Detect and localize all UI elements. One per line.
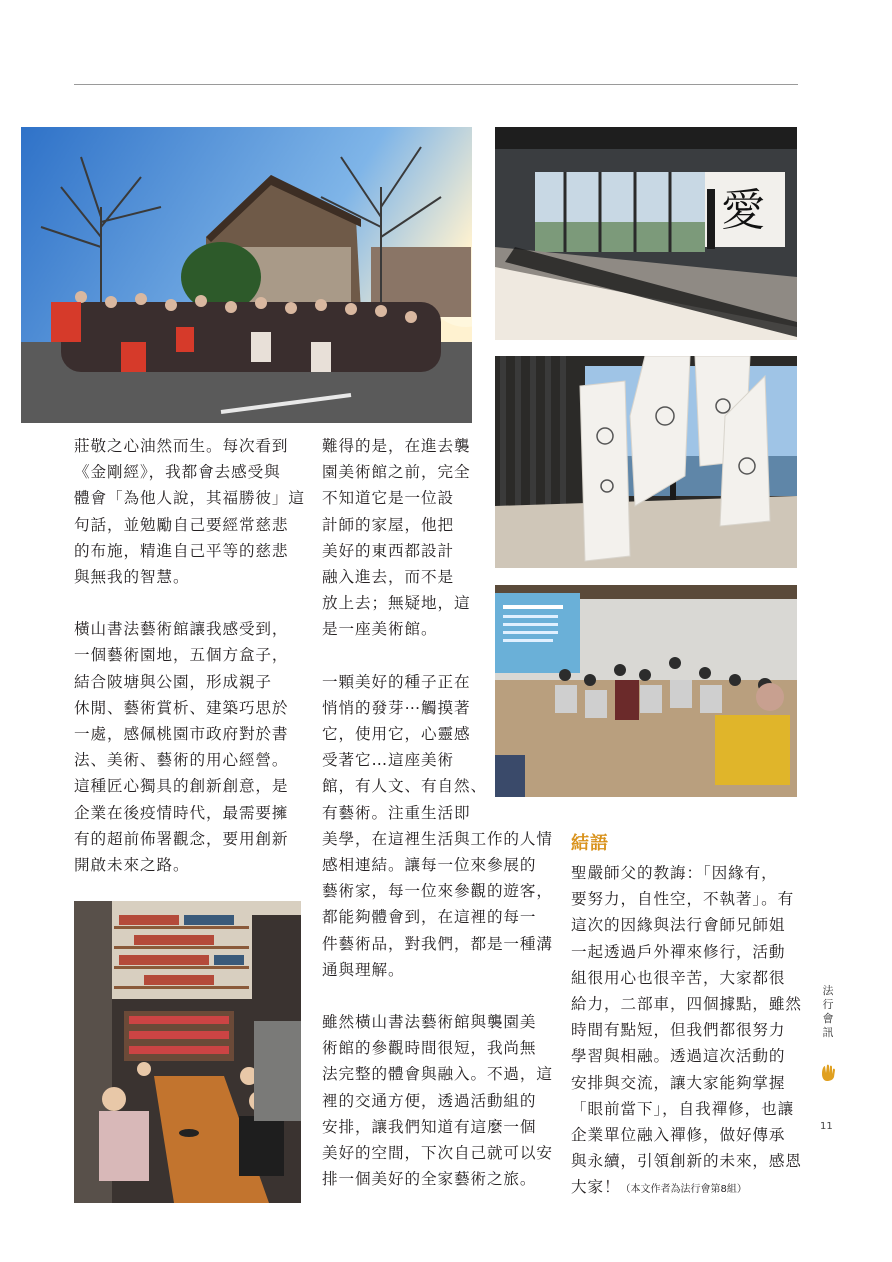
text-line: 一個藝術園地，五個方盒子， <box>74 646 289 665</box>
conclusion-heading: 結語 <box>571 833 609 854</box>
text-line: 企業在後疫情時代，最需要擁 <box>74 803 289 822</box>
text-line: 一起透過戶外禪來修行，活動 <box>571 942 786 961</box>
closing-word: 大家！ <box>571 1178 621 1197</box>
text-line: 與無我的智慧。 <box>74 568 190 587</box>
text-line: 難得的是，在進去襲 <box>322 437 471 455</box>
magazine-title: 法 行 會 訊 <box>822 984 834 1039</box>
text-line: 悄悄的發芽⋯觸摸著 <box>322 698 471 717</box>
conclusion-paragraph <box>571 860 802 1204</box>
text-line: 有的超前佈署觀念，要用創新 <box>74 829 289 848</box>
text-line: 件藝術品，對我們，都是一種溝 <box>322 934 553 953</box>
text-line: 藝術家，每一位來參觀的遊客， <box>322 882 553 901</box>
text-line: 受著它…這座美術 <box>322 751 454 770</box>
col1-paragraph-1 <box>74 433 305 590</box>
text-line: 裡的交通方便，透過活動組的 <box>322 1091 537 1110</box>
col1-paragraph-2 <box>74 616 302 878</box>
text-line: 安排，讓我們知道有這麼一個 <box>322 1117 537 1136</box>
text-line: 聖嚴師父的教誨：「因緣有， <box>571 864 778 882</box>
text-line: 法、美術、藝術的用心經營。 <box>74 751 289 770</box>
text-line: 美好的空間，下次自己就可以安 <box>322 1144 553 1163</box>
hand-logo-icon <box>818 1062 838 1082</box>
library-photo <box>74 901 301 1203</box>
text-line: 休閒、藝術賞析、建築巧思於 <box>74 698 289 717</box>
page-number: 11 <box>820 1121 833 1132</box>
text-line: 給力，二部車，四個據點，雖然 <box>571 995 802 1014</box>
text-line: 園美術館之前，完全 <box>322 463 471 482</box>
text-line: 都能夠體會到，在這裡的每一 <box>322 908 537 927</box>
col2-paragraph-1 <box>322 433 554 643</box>
calligraphy-artwork: 愛 <box>721 185 765 236</box>
text-line: 學習與相融。透過這次活動的 <box>571 1047 786 1066</box>
magazine-title-vertical <box>818 984 838 1040</box>
text-line: 術館的參觀時間很短，我尚無 <box>322 1039 537 1058</box>
text-line: 通與理解。 <box>322 960 405 979</box>
text-line: 不知道它是一位設 <box>322 489 454 508</box>
text-line: 橫山書法藝術館讓我感受到， <box>74 620 289 639</box>
text-line: 的布施，精進自己平等的慈悲 <box>74 541 289 560</box>
text-line: 企業單位融入禪修，做好傳承 <box>571 1126 786 1145</box>
column-2 <box>322 433 554 1192</box>
text-line: 放上去；無疑地，這 <box>322 594 471 613</box>
text-line: 計師的家屋，他把 <box>322 515 454 534</box>
text-line: 句話，並勉勵自己要經常慈悲 <box>74 515 289 534</box>
text-line: 排一個美好的全家藝術之旅。 <box>322 1170 537 1189</box>
text-line: 這種匠心獨具的創新創意，是 <box>74 777 289 796</box>
author-note: （本文作者為法行會第8組） <box>620 1184 747 1196</box>
gallery-photo <box>495 127 797 340</box>
text-line <box>571 1174 799 1203</box>
text-line: 體會「為他人說，其福勝彼」這 <box>74 489 305 508</box>
text-line: 《金剛經》，我都會去感受與 <box>74 463 281 482</box>
text-line: 這次的因緣與法行會師兄師姐 <box>571 916 786 935</box>
text-line: 美學，在這裡生活與工作的人情 <box>322 829 553 848</box>
text-line: 感相連結。讓每一位來參展的 <box>322 856 537 875</box>
text-line: 雖然橫山書法藝術館與襲園美 <box>322 1013 537 1032</box>
text-line: 館，有人文、有自然、 <box>322 777 487 796</box>
group-photo <box>21 127 472 423</box>
text-line: 與永續，引領創新的未來，感恩 <box>571 1152 802 1171</box>
text-line: 安排與交流，讓大家能夠掌握 <box>571 1073 786 1092</box>
text-line: 有藝術。注重生活即 <box>322 803 471 822</box>
text-line: 美好的東西都設計 <box>322 541 454 560</box>
text-line: 要努力，自性空，不執著」。有 <box>571 890 795 909</box>
text-line: 一處，感佩桃園市政府對於書 <box>74 725 289 744</box>
column-1 <box>74 433 305 878</box>
text-line: 組很用心也很辛苦，大家都很 <box>571 968 786 987</box>
column-3 <box>571 832 802 1204</box>
text-line: 它，使用它，心靈感 <box>322 725 471 744</box>
text-line: 「眼前當下」，自我禪修，也讓 <box>571 1099 795 1118</box>
col2-paragraph-3 <box>322 1009 554 1192</box>
header-rule <box>74 84 798 85</box>
text-line: 是一座美術館。 <box>322 620 438 639</box>
text-line: 融入進去，而不是 <box>322 568 454 587</box>
text-line: 法完整的體會與融入。不過，這 <box>322 1065 553 1084</box>
text-line: 一顆美好的種子正在 <box>322 672 471 691</box>
text-line: 結合陂塘與公園，形成親子 <box>74 672 272 691</box>
text-line: 時間有點短，但我們都很努力 <box>571 1021 786 1040</box>
col2-paragraph-2 <box>322 669 554 983</box>
text-line: 開啟未來之路。 <box>74 856 190 875</box>
text-line: 莊敬之心油然而生。每次看到 <box>74 437 289 455</box>
